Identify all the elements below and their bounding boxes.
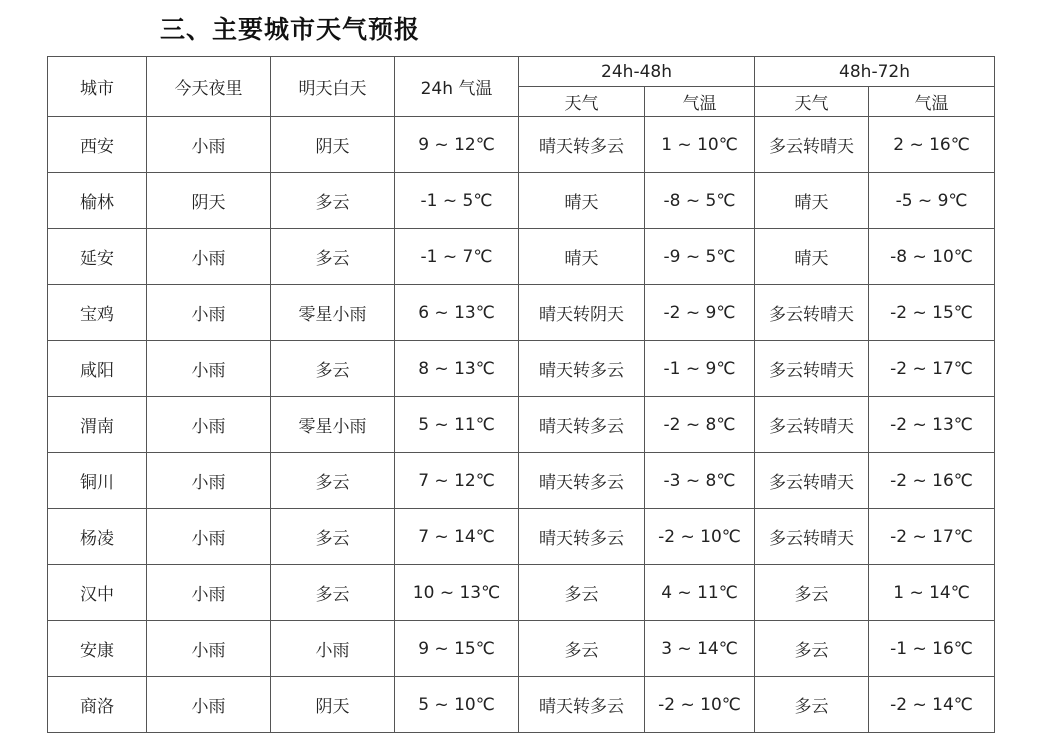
cell-tonight-weather: 小雨 — [147, 397, 271, 453]
table-row — [48, 117, 995, 173]
cell-city: 杨凌 — [48, 509, 147, 565]
header-tonight: 今天夜里 — [147, 57, 271, 117]
cell-temp-48h: -9 ~ 5℃ — [645, 229, 755, 285]
table-row — [48, 173, 995, 229]
cell-temp-24h: 5 ~ 11℃ — [395, 397, 519, 453]
cell-tonight-weather: 小雨 — [147, 677, 271, 733]
cell-tomorrow-weather: 阴天 — [271, 677, 395, 733]
cell-weather-72h: 多云 — [755, 677, 869, 733]
cell-tomorrow-weather: 多云 — [271, 173, 395, 229]
header-city: 城市 — [48, 57, 147, 117]
table-body — [48, 117, 995, 733]
table-row — [48, 285, 995, 341]
cell-weather-48h: 晴天转多云 — [519, 509, 645, 565]
cell-weather-48h: 晴天转阴天 — [519, 285, 645, 341]
cell-tonight-weather: 小雨 — [147, 621, 271, 677]
header-temp-48h: 气温 — [645, 87, 755, 117]
cell-tomorrow-weather: 多云 — [271, 229, 395, 285]
page-title: 三、主要城市天气预报 — [160, 15, 421, 44]
cell-tonight-weather: 小雨 — [147, 117, 271, 173]
cell-temp-48h: -2 ~ 9℃ — [645, 285, 755, 341]
cell-temp-72h: -2 ~ 17℃ — [869, 509, 995, 565]
cell-temp-24h: 7 ~ 12℃ — [395, 453, 519, 509]
cell-weather-48h: 多云 — [519, 621, 645, 677]
cell-temp-72h: -8 ~ 10℃ — [869, 229, 995, 285]
cell-temp-72h: 1 ~ 14℃ — [869, 565, 995, 621]
cell-city: 宝鸡 — [48, 285, 147, 341]
cell-weather-72h: 多云 — [755, 565, 869, 621]
cell-tomorrow-weather: 多云 — [271, 453, 395, 509]
header-weather-72h: 天气 — [755, 87, 869, 117]
cell-city: 榆林 — [48, 173, 147, 229]
cell-temp-24h: 9 ~ 12℃ — [395, 117, 519, 173]
cell-tonight-weather: 小雨 — [147, 453, 271, 509]
header-weather-48h: 天气 — [519, 87, 645, 117]
cell-tonight-weather: 小雨 — [147, 509, 271, 565]
cell-temp-72h: -1 ~ 16℃ — [869, 621, 995, 677]
cell-weather-48h: 晴天转多云 — [519, 397, 645, 453]
cell-weather-72h: 晴天 — [755, 229, 869, 285]
cell-temp-48h: -1 ~ 9℃ — [645, 341, 755, 397]
cell-temp-72h: -2 ~ 15℃ — [869, 285, 995, 341]
cell-weather-48h: 多云 — [519, 565, 645, 621]
table-row — [48, 397, 995, 453]
cell-weather-72h: 多云 — [755, 621, 869, 677]
table-row — [48, 453, 995, 509]
header-group-48-72h: 48h-72h — [755, 57, 995, 87]
cell-weather-72h: 多云转晴天 — [755, 397, 869, 453]
cell-weather-48h: 晴天转多云 — [519, 341, 645, 397]
cell-temp-48h: -2 ~ 10℃ — [645, 509, 755, 565]
cell-temp-48h: -2 ~ 8℃ — [645, 397, 755, 453]
cell-city: 西安 — [48, 117, 147, 173]
table-row — [48, 341, 995, 397]
cell-city: 商洛 — [48, 677, 147, 733]
cell-temp-48h: 1 ~ 10℃ — [645, 117, 755, 173]
cell-temp-72h: -2 ~ 13℃ — [869, 397, 995, 453]
cell-tomorrow-weather: 零星小雨 — [271, 397, 395, 453]
cell-temp-24h: 5 ~ 10℃ — [395, 677, 519, 733]
cell-temp-24h: -1 ~ 5℃ — [395, 173, 519, 229]
cell-temp-24h: -1 ~ 7℃ — [395, 229, 519, 285]
cell-city: 渭南 — [48, 397, 147, 453]
cell-city: 延安 — [48, 229, 147, 285]
cell-tomorrow-weather: 小雨 — [271, 621, 395, 677]
cell-weather-48h: 晴天转多云 — [519, 117, 645, 173]
cell-weather-72h: 多云转晴天 — [755, 341, 869, 397]
cell-city: 安康 — [48, 621, 147, 677]
cell-temp-48h: 3 ~ 14℃ — [645, 621, 755, 677]
cell-temp-48h: 4 ~ 11℃ — [645, 565, 755, 621]
cell-temp-72h: -2 ~ 16℃ — [869, 453, 995, 509]
header-tomorrow: 明天白天 — [271, 57, 395, 117]
cell-weather-48h: 晴天转多云 — [519, 677, 645, 733]
table-row — [48, 509, 995, 565]
table-row — [48, 229, 995, 285]
cell-temp-72h: 2 ~ 16℃ — [869, 117, 995, 173]
cell-temp-72h: -5 ~ 9℃ — [869, 173, 995, 229]
cell-temp-24h: 7 ~ 14℃ — [395, 509, 519, 565]
cell-city: 汉中 — [48, 565, 147, 621]
table-row — [48, 565, 995, 621]
cell-temp-72h: -2 ~ 14℃ — [869, 677, 995, 733]
cell-city: 咸阳 — [48, 341, 147, 397]
cell-temp-24h: 8 ~ 13℃ — [395, 341, 519, 397]
cell-tonight-weather: 小雨 — [147, 341, 271, 397]
cell-temp-48h: -2 ~ 10℃ — [645, 677, 755, 733]
cell-weather-72h: 多云转晴天 — [755, 509, 869, 565]
cell-tomorrow-weather: 多云 — [271, 341, 395, 397]
header-group-24-48h: 24h-48h — [519, 57, 755, 87]
table-row — [48, 621, 995, 677]
forecast-table — [47, 56, 995, 733]
cell-weather-72h: 多云转晴天 — [755, 285, 869, 341]
cell-weather-72h: 多云转晴天 — [755, 453, 869, 509]
cell-temp-48h: -3 ~ 8℃ — [645, 453, 755, 509]
cell-tomorrow-weather: 阴天 — [271, 117, 395, 173]
cell-weather-48h: 晴天 — [519, 173, 645, 229]
cell-city: 铜川 — [48, 453, 147, 509]
cell-temp-24h: 10 ~ 13℃ — [395, 565, 519, 621]
cell-tomorrow-weather: 多云 — [271, 565, 395, 621]
cell-tomorrow-weather: 零星小雨 — [271, 285, 395, 341]
cell-temp-72h: -2 ~ 17℃ — [869, 341, 995, 397]
cell-weather-72h: 多云转晴天 — [755, 117, 869, 173]
cell-tonight-weather: 小雨 — [147, 285, 271, 341]
cell-tonight-weather: 小雨 — [147, 565, 271, 621]
cell-tomorrow-weather: 多云 — [271, 509, 395, 565]
cell-temp-48h: -8 ~ 5℃ — [645, 173, 755, 229]
cell-tonight-weather: 小雨 — [147, 229, 271, 285]
cell-tonight-weather: 阴天 — [147, 173, 271, 229]
cell-temp-24h: 9 ~ 15℃ — [395, 621, 519, 677]
cell-weather-48h: 晴天转多云 — [519, 453, 645, 509]
table-row — [48, 677, 995, 733]
cell-temp-24h: 6 ~ 13℃ — [395, 285, 519, 341]
header-temp-24h: 24h 气温 — [395, 57, 519, 117]
cell-weather-48h: 晴天 — [519, 229, 645, 285]
cell-weather-72h: 晴天 — [755, 173, 869, 229]
header-temp-72h: 气温 — [869, 87, 995, 117]
table-header — [48, 57, 995, 117]
